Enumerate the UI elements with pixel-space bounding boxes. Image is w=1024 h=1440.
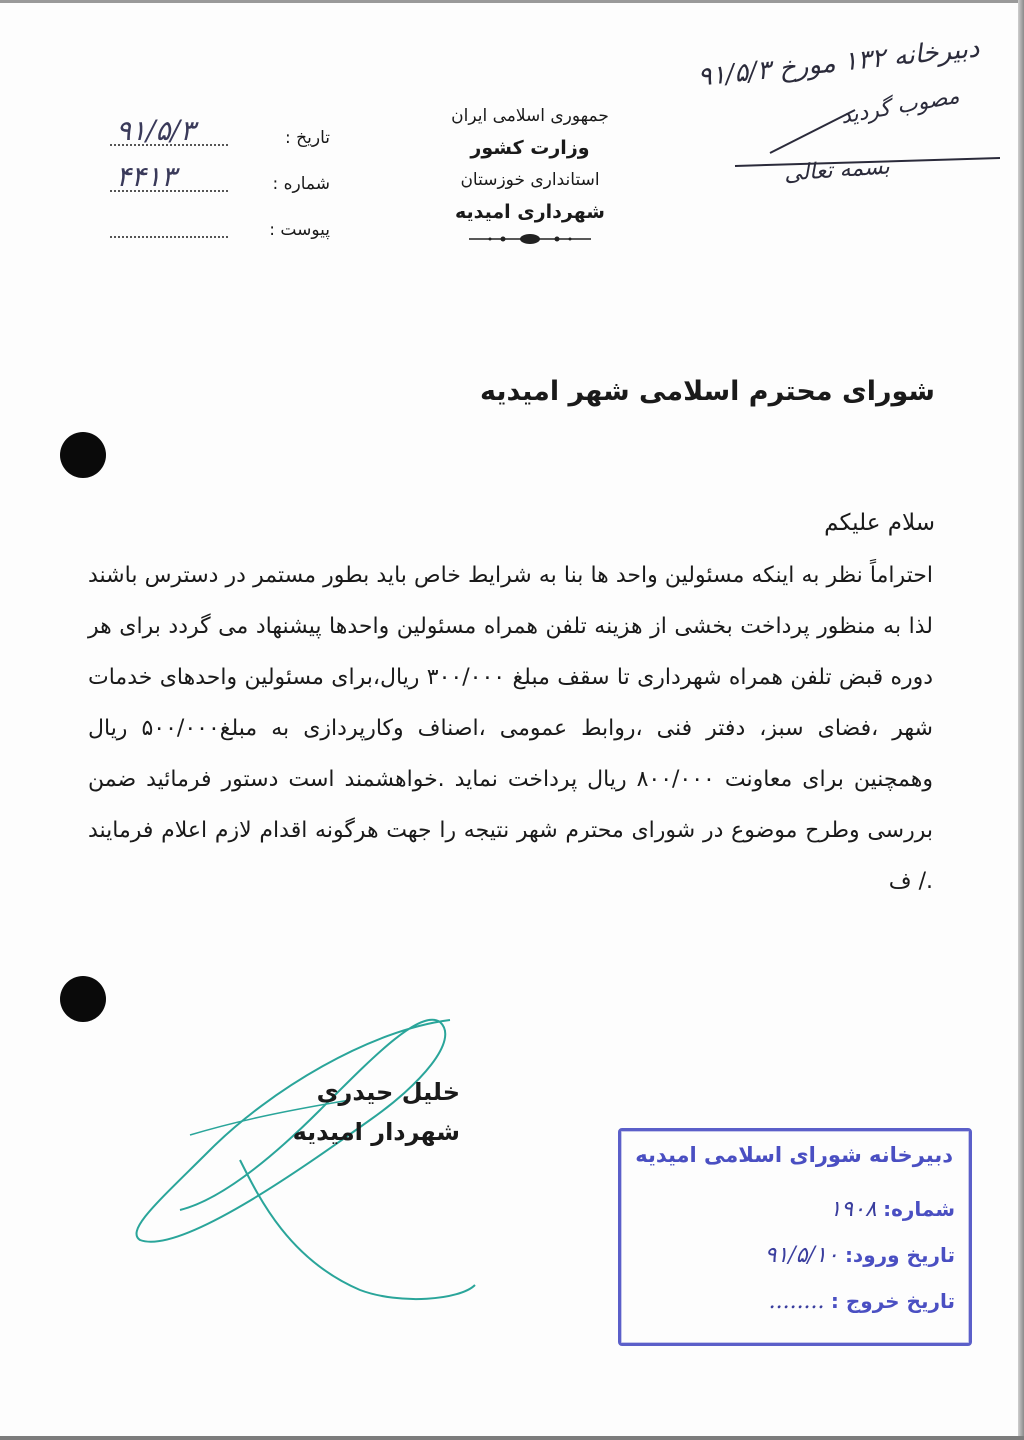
stamp-number-value: ۱۹۰۸: [829, 1197, 877, 1222]
stamp-number-label: شماره:: [883, 1197, 955, 1221]
stamp-exit-row: [769, 1289, 955, 1314]
greeting: سلام علیکم: [824, 510, 935, 536]
attachment-dotted-line: [110, 236, 228, 238]
punch-hole-icon: [60, 432, 106, 478]
date-row: [110, 114, 330, 164]
stamp-entry-label: تاریخ ورود:: [844, 1243, 955, 1267]
republic-name: جمهوری اسلامی ایران: [451, 106, 609, 126]
signatory-name: خلیل حیدری: [316, 1078, 460, 1106]
governorate-name: استانداری خوزستان: [460, 170, 600, 190]
scan-edge-top: [0, 0, 1024, 3]
note-signature: بسمه تعالی: [783, 154, 891, 187]
letter-body: احتراماً نظر به اینکه مسئولین واحد ها بنا به شرایط خاص باید بطور مستمر در دسترس باشند لذا به منظور پرداخت بخشی از هزینه تلفن همراه مسئولین واحدها پیشنهاد می گردد برای هر دوره قبض تلفن همراه شهرداری تا سقف مبلغ ۳۰۰/۰۰۰ ریال،برای مسئولین واحدهای خدمات شهر ،فضای سبز، دفتر فنی ،روابط عمومی ،اصناف وکارپردازی به مبلغ۵۰۰/۰۰۰ ریال وهمچنین برای معاونت ۸۰۰/۰۰۰ ریال پرداخت نماید .خواهشمند است دستور فرمائید ضمن بررسی وطرح موضوع در شورای محترم شهر نتیجه را جهت هرگونه اقدام لازم اعلام فرمایند ./ ف: [88, 563, 934, 894]
signature-block: [220, 1072, 460, 1152]
stamp-exit-value: ........: [768, 1289, 825, 1314]
letter-meta: [110, 114, 330, 256]
scan-edge-bottom: [0, 1436, 1024, 1440]
ministry-name: وزارت کشور: [470, 137, 590, 159]
note-line-2: مصوب گردید: [838, 83, 962, 130]
punch-hole-icon: [60, 976, 106, 1022]
letter-title: شورای محترم اسلامی شهر امیدیه: [479, 376, 935, 407]
stamp-number-row: [829, 1197, 955, 1222]
stamp-entry-value: ۹۱/۵/۱۰: [764, 1243, 839, 1268]
signature-scribble-icon: [120, 1000, 480, 1310]
secretariat-stamp: [618, 1128, 972, 1346]
municipality-name: شهرداری امیدیه: [455, 201, 605, 223]
scan-edge-right: [1018, 0, 1024, 1440]
handwritten-referral-note: [640, 33, 1000, 198]
letterhead: [420, 100, 640, 246]
note-line-1: دبیرخانه ۱۳۲ مورخ ۹۱/۵/۳: [696, 33, 981, 93]
date-label: تاریخ :: [285, 128, 330, 148]
attachment-row: [110, 210, 330, 256]
stamp-entry-row: [765, 1243, 955, 1268]
stamp-exit-label: تاریخ خروج :: [830, 1289, 955, 1313]
date-value: ۹۱/۵/۳: [116, 114, 196, 147]
signatory-title: شهردار امیدیه: [292, 1118, 460, 1146]
stamp-title: دبیرخانه شورای اسلامی امیدیه: [635, 1143, 953, 1167]
number-label: شماره :: [272, 174, 330, 194]
ornament-divider: [465, 232, 595, 246]
attachment-label: پیوست :: [269, 220, 330, 240]
number-row: [110, 160, 330, 210]
number-value: ۴۴۱۳: [116, 160, 177, 193]
